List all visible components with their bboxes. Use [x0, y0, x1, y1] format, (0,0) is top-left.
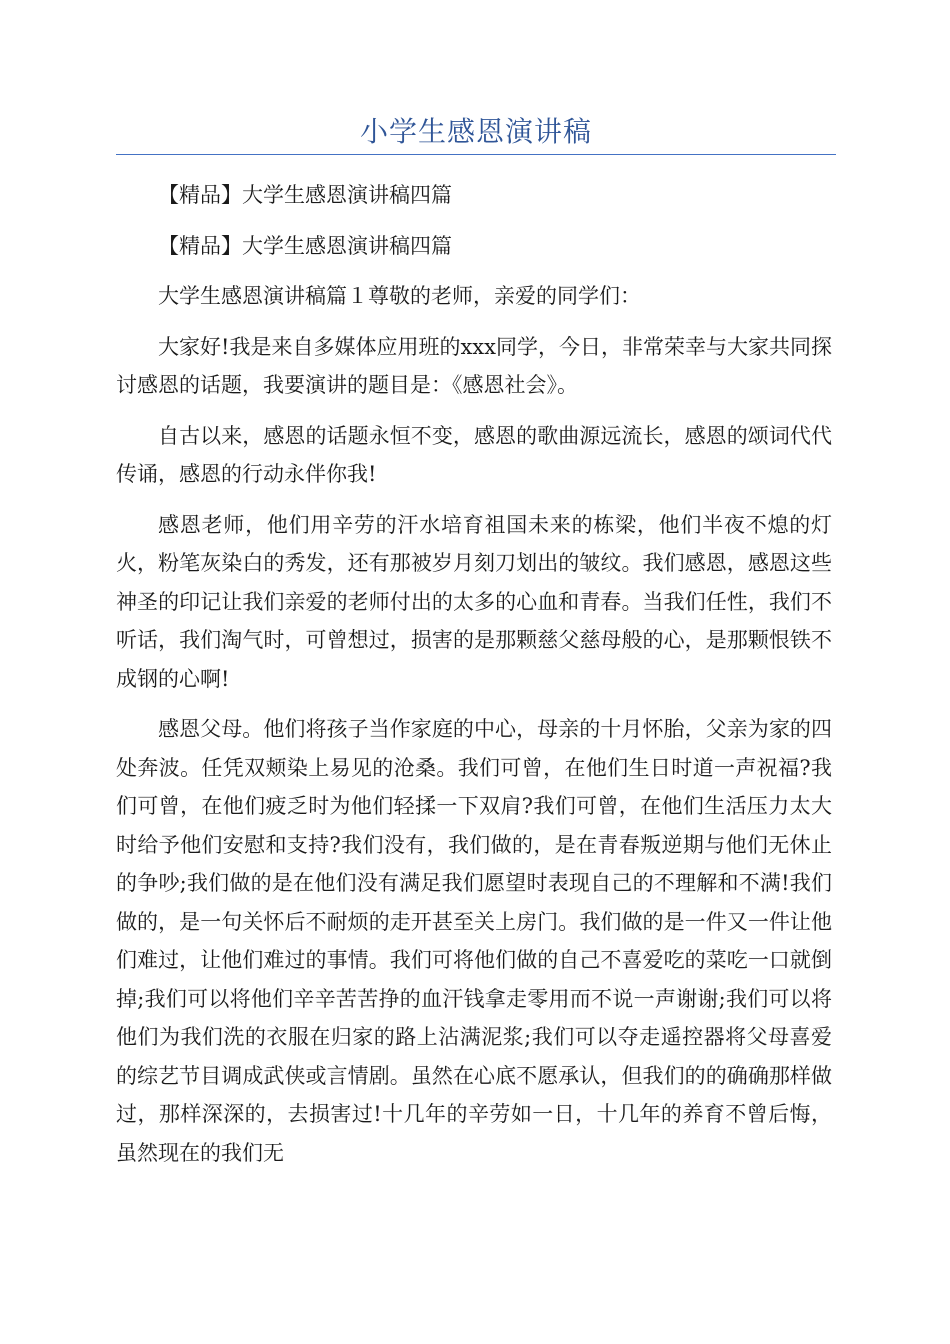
document-title: 小学生感恩演讲稿	[359, 115, 592, 148]
paragraph: 【精品】大学生感恩演讲稿四篇	[158, 183, 452, 207]
paragraph: 大学生感恩演讲稿篇１尊敬的老师，亲爱的同学们：	[158, 284, 641, 308]
paragraph: 感恩父母。他们将孩子当作家庭的中心，母亲的十月怀胎，父亲为家的四处奔波。任凭双颊染上易见的沧桑。我们可曾，在他们生日时道一声祝福?我们可曾，在他们疲乏时为他们轻揉一下双肩?我们可曾，在他们生活压力太大时给予他们安慰和支持?我们没有，我们做的，是在青春叛逆期与他们无休止的争吵;我们做的是在他们没有满足我们愿望时表现自己的不理解和不满!我们做的，是一句关怀后不耐烦的走开甚至关上房门。我们做的是一件又一件让他们难过，让他们难过的事情。我们可将他们做的自己不喜爱吃的菜吃一口就倒掉;我们可以将他们辛辛苦苦挣的血汗钱拿走零用而不说一声谢谢;我们可以将他们为我们洗的衣服在归家的路上沾满泥浆;我们可以夺走遥控器将父母喜爱的综艺节目调成武侠或言情剧。虽然在心底不愿承认，但我们的的确确那样做过，那样深深的，去损害过!十几年的辛劳如一日，十几年的养育不曾后悔，虽然现在的我们无	[116, 717, 832, 1165]
paragraph: 自古以来，感恩的话题永恒不变，感恩的歌曲源远流长，感恩的颂词代代传诵，感恩的行动永伴你我!	[116, 423, 832, 486]
paragraph: 感恩老师，他们用辛劳的汗水培育祖国未来的栋梁，他们半夜不熄的灯火，粉笔灰染白的秀发，还有那被岁月刻刀划出的皱纹。我们感恩，感恩这些神圣的印记让我们亲爱的老师付出的太多的心血和青春。当我们任性，我们不听话，我们淘气时，可曾想过，损害的是那颗慈父慈母般的心，是那颗恨铁不成钢的心啊!	[116, 512, 832, 691]
title-underline	[116, 154, 836, 155]
paragraph: 大家好!我是来自多媒体应用班的xxx同学，今日，非常荣幸与大家共同探讨感恩的话题，我要演讲的题目是：《感恩社会》。	[116, 334, 832, 397]
paragraph: 【精品】大学生感恩演讲稿四篇	[158, 233, 452, 258]
document-body	[116, 176, 832, 1184]
